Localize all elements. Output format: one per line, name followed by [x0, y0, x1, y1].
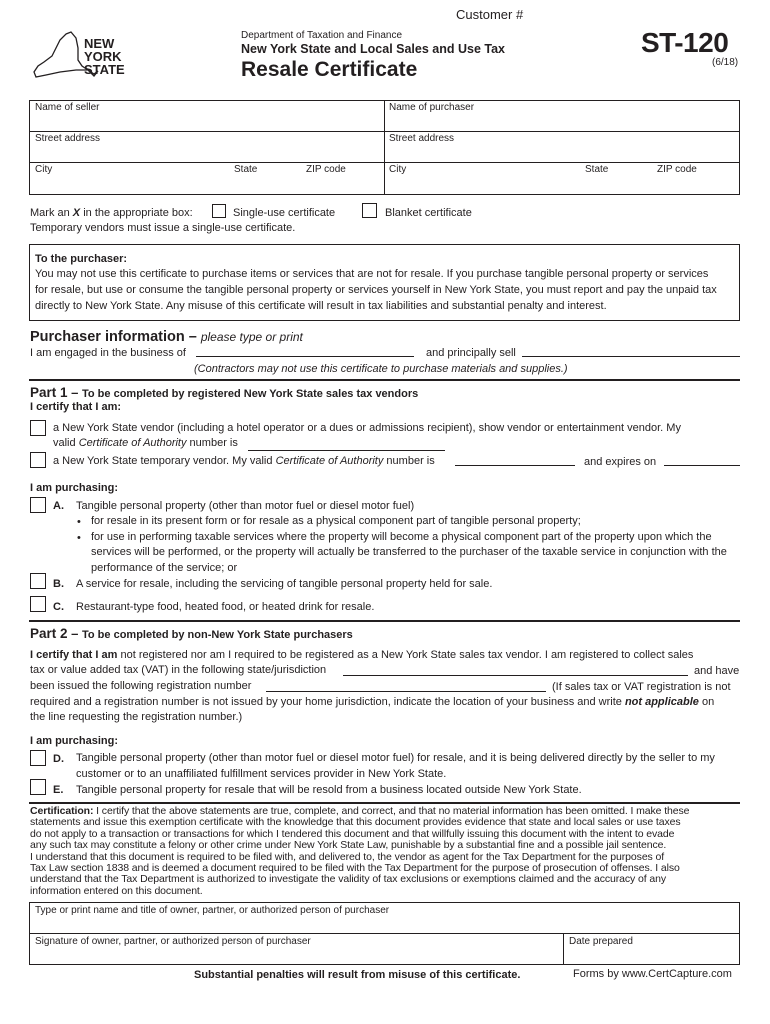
temporary-vendor-checkbox[interactable] [30, 452, 46, 468]
certification-line-1: Certification: I certify that the above statements are true, complete, and correct, and that no material information has been omitted. I make these [30, 805, 690, 817]
certification-statement [30, 806, 742, 897]
department-name: Department of Taxation and Finance [241, 30, 403, 41]
seller-city-state-zip-field[interactable] [30, 176, 383, 194]
blanket-checkbox[interactable] [362, 203, 377, 218]
option-a-bullet-2-line-1: for use in performing taxable services where the property will become a physical component part of the property upon which the [91, 531, 712, 543]
contractor-note: (Contractors may not use this certificate to purchase materials and supplies.) [194, 363, 568, 375]
seller-street-field[interactable] [30, 144, 383, 161]
section-divider [29, 379, 740, 381]
option-a-letter: A. [53, 500, 64, 512]
bullet-icon: • [77, 516, 81, 528]
single-use-label: Single-use certificate [233, 207, 336, 219]
part2-purchasing-label: I am purchasing: [30, 735, 119, 747]
certification-line-2: statements and issue this exemption certificate with the knowledge that this document provides evidence that state and local sales or use taxes [30, 816, 681, 829]
notice-heading: To the purchaser: [35, 253, 128, 265]
blanket-label: Blanket certificate [385, 207, 472, 219]
certification-line-4: any such tax may constitute a felony or other crime under New York State Law, punishable by a substantial fine and a possible jail sentence. [30, 839, 667, 852]
date-prepared-field[interactable] [564, 947, 739, 964]
principally-sell-label: and principally sell [426, 347, 516, 359]
penalty-warning: Substantial penalties will result from misuse of this certificate. [194, 969, 521, 981]
option-b-checkbox[interactable] [30, 573, 46, 589]
part2-certify-text: I certify that I am not registered nor am I required to be registered as a New York State sales tax vendor. I am registered to collect sales [30, 649, 694, 661]
notice-line-1: You may not use this certificate to purchase items or services that are not for resale. If you purchase tangible personal property or services [35, 268, 709, 280]
option-b-letter: B. [53, 578, 64, 590]
purchaser-zip-label: ZIP code [657, 164, 697, 175]
section-divider [29, 620, 740, 622]
business-input[interactable] [196, 356, 414, 357]
option-c-checkbox[interactable] [30, 596, 46, 612]
part1-certify-label: I certify that I am: [30, 401, 122, 413]
option-d-line-2: customer or to an unaffiliated fulfillment services provider in New York State. [76, 768, 447, 780]
registration-note: (If sales tax or VAT registration is not [552, 681, 731, 693]
option-a-checkbox[interactable] [30, 497, 46, 513]
registration-number-input[interactable] [266, 691, 546, 692]
option-d-line-1: Tangible personal property (other than motor fuel or diesel motor fuel) for resale, and it is being delivered directly by the seller to my [76, 752, 715, 764]
form-number: ST-120 [641, 27, 729, 58]
seller-state-label: State [234, 164, 258, 175]
option-a-bullet-2-line-2: services will be performed, or the property will actually be transferred to the purchaser of the taxable service in conjunction with the [91, 546, 727, 558]
part1-purchasing-label: I am purchasing: [30, 482, 119, 494]
option-b-text: A service for resale, including the servicing of tangible personal property held for sale. [76, 578, 493, 590]
signature-label: Signature of owner, partner, or authorized person of purchaser [35, 936, 311, 947]
option-e-checkbox[interactable] [30, 779, 46, 795]
seller-city-label: City [35, 164, 53, 175]
section-divider [29, 802, 740, 804]
certification-line-5: I understand that this document is required to be filed with, and delivered to, the vendor as agent for the Tax Department for the purposes of [30, 850, 665, 863]
logo-word-new: NEW [84, 36, 115, 51]
option-d-checkbox[interactable] [30, 750, 46, 766]
purchaser-street-field[interactable] [385, 144, 739, 161]
certification-line-3: do not apply to a transaction or transactions for which I tendered this document and that willfully issuing this document with the intent to evade [30, 827, 675, 840]
option-d-letter: D. [53, 753, 64, 765]
part1-heading: Part 1 – To be completed by registered New York State sales tax vendors [30, 385, 419, 400]
divider [29, 933, 740, 934]
purchaser-name-label: Name of purchaser [389, 102, 475, 113]
purchaser-state-label: State [585, 164, 609, 175]
seller-name-label: Name of seller [35, 102, 100, 113]
form-subtitle: New York State and Local Sales and Use Tax [241, 42, 505, 56]
purchaser-info-heading: Purchaser information – please type or print [30, 329, 303, 345]
option-c-text: Restaurant-type food, heated food, or heated drink for resale. [76, 601, 375, 613]
registration-instruction-end: the line requesting the registration number.) [30, 711, 243, 723]
name-title-label: Type or print name and title of owner, partner, or authorized person of purchaser [35, 905, 390, 916]
signature-field[interactable] [30, 947, 562, 964]
option-c-letter: C. [53, 601, 64, 613]
temp-authority-number-input[interactable] [455, 465, 575, 466]
registered-vendor-checkbox[interactable] [30, 420, 46, 436]
option-a-bullet-2-line-3: performance of the service; or [91, 562, 238, 574]
option-e-text: Tangible personal property for resale that will be resold from a business located outside New York State. [76, 784, 582, 796]
principally-sell-input[interactable] [522, 356, 740, 357]
option-e-letter: E. [53, 784, 64, 796]
jurisdiction-input[interactable] [343, 675, 688, 676]
authority-number-label: valid Certificate of Authority number is [53, 437, 238, 449]
purchaser-street-label: Street address [389, 133, 455, 144]
registration-number-label: been issued the following registration number [30, 680, 252, 692]
single-use-checkbox[interactable] [212, 204, 226, 218]
date-prepared-label: Date prepared [569, 936, 633, 947]
customer-number-label: Customer # [456, 7, 524, 22]
option-a-bullet-1: for resale in its present form or for resale as a physical component part of tangible personal property; [91, 515, 581, 527]
certificate-type-prompt: Mark an X in the appropriate box: [30, 207, 193, 219]
purchaser-name-field[interactable] [385, 113, 739, 130]
bullet-icon: • [77, 532, 81, 544]
seller-zip-label: ZIP code [306, 164, 346, 175]
option-a-text: Tangible personal property (other than motor fuel or diesel motor fuel) [76, 500, 415, 512]
page-title: Resale Certificate [241, 58, 418, 81]
notice-line-3: directly to New York State. Any misuse of this certificate will result in tax liabilities and substantial penalty and interest. [35, 300, 607, 312]
certification-line-6: Tax Law section 1838 and is deemed a document required to be filed with the Tax Department for the purpose of prosecution of offenses. I also [30, 862, 680, 875]
logo-word-york: YORK [84, 49, 122, 64]
expiration-date-input[interactable] [664, 465, 740, 466]
seller-name-field[interactable] [30, 113, 383, 130]
certification-line-8: information entered on this document. [30, 884, 203, 897]
form-date: (6/18) [712, 57, 739, 68]
registered-vendor-text: a New York State vendor (including a hotel operator or a dues or admissions recipient), show vendor or entertainment vendor. My [53, 422, 681, 434]
authority-number-input[interactable] [248, 450, 445, 451]
certification-line-7: understand that the Tax Department is authorized to investigate the validity of tax exclusions or exemptions claimed and the accuracy of any [30, 873, 667, 886]
not-applicable-instruction: required and a registration number is not issued by your home jurisdiction, indicate the location of your business and write not applicable on [30, 696, 715, 708]
temporary-vendor-text: a New York State temporary vendor. My valid Certificate of Authority number is [53, 455, 435, 467]
name-title-field[interactable] [30, 916, 739, 932]
part2-heading: Part 2 – To be completed by non-New York State purchasers [30, 626, 353, 641]
purchaser-city-label: City [389, 164, 407, 175]
purchaser-city-state-zip-field[interactable] [385, 176, 739, 194]
and-have-label: and have [694, 665, 740, 677]
temporary-vendor-note: Temporary vendors must issue a single-use certificate. [30, 222, 296, 234]
forms-by-credit: Forms by www.CertCapture.com [573, 968, 732, 980]
new-york-state-logo [30, 30, 135, 88]
seller-street-label: Street address [35, 133, 101, 144]
expires-on-label: and expires on [584, 456, 657, 468]
business-label: I am engaged in the business of [30, 347, 186, 359]
jurisdiction-label: tax or value added tax (VAT) in the following state/jurisdiction [30, 664, 327, 676]
notice-line-2: for resale, but use or consume the tangible personal property or services yourself in New York State, you must report and pay the unpaid tax [35, 284, 717, 296]
logo-word-state: STATE [84, 62, 125, 77]
